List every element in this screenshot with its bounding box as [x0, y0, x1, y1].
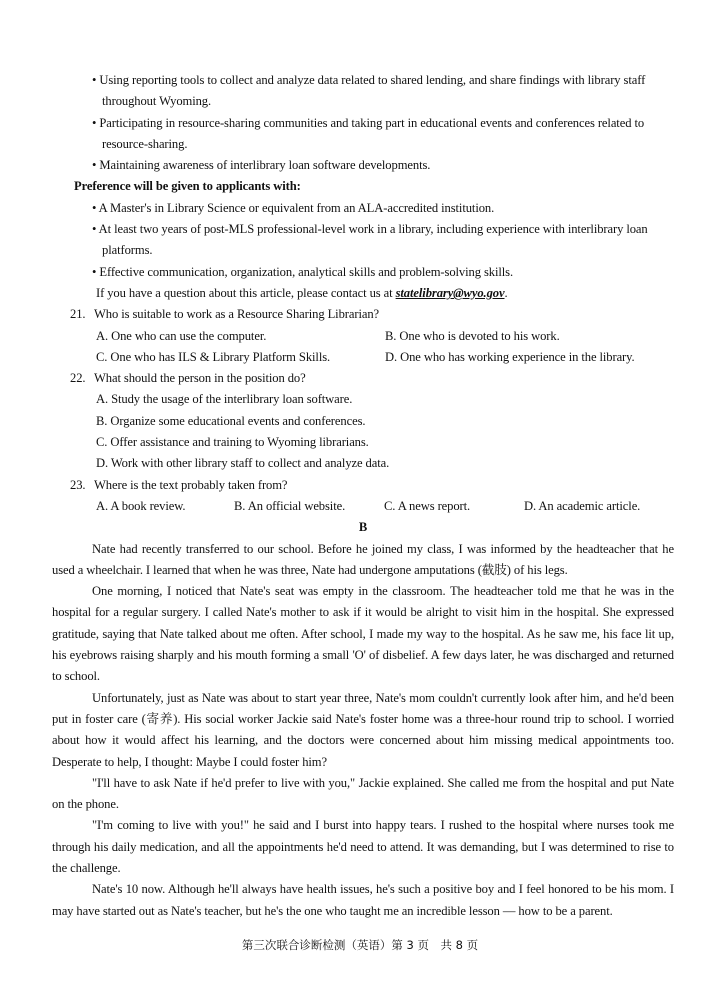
option-d: D. An academic article. — [524, 498, 641, 513]
option-b: B. One who is devoted to his work. — [385, 328, 560, 343]
question-21 — [52, 304, 674, 325]
question-number: 21. — [70, 307, 86, 322]
contact-end: . — [504, 285, 508, 300]
options-23-row — [52, 496, 674, 517]
option-a: A. One who can use the computer. — [96, 328, 267, 343]
question-number: 23. — [70, 477, 86, 492]
option-d: D. Work with other library staff to collect and analyze data. — [96, 456, 390, 471]
duty-bullet: • Participating in resource-sharing communities and taking part in educational events and conferences related to resource-sharing. — [52, 113, 674, 156]
contact-note — [52, 283, 674, 304]
section-heading: B — [358, 520, 368, 535]
preference-bullet: • At least two years of post-MLS professional-level work in a library, including experience with interlibrary loan platforms. — [52, 219, 674, 262]
page-content — [52, 70, 674, 922]
option-a: A. Study the usage of the interlibrary loan software. — [96, 392, 353, 407]
option-c: C. Offer assistance and training to Wyoming librarians. — [96, 435, 369, 450]
contact-email-link[interactable]: statelibrary@wyo.gov — [395, 285, 505, 300]
options-21-row-2 — [52, 347, 674, 368]
option-c: C. A news report. — [384, 498, 471, 513]
preference-bullet: • Effective communication, organization, analytical skills and problem-solving skills. — [52, 262, 674, 283]
question-text: Who is suitable to work as a Resource Sharing Librarian? — [94, 307, 380, 322]
question-number: 22. — [70, 371, 86, 386]
contact-text: If you have a question about this article, please contact us at — [96, 285, 396, 300]
question-text: Where is the text probably taken from? — [94, 477, 288, 492]
passage-paragraph: One morning, I noticed that Nate's seat was empty in the classroom. The headteacher told me that he was in the hospital for a regular surgery. I called Nate's mother to ask if it would be alright to visit him in the hospital. She expressed gratitude, saying that Nate talked about me often. After school, I made my way to the hospital. As he saw me, his face lit up, his eyebrows raising sharply and his mouth forming a small 'O' of disbelief. A few days later, he was discharged and returned to school. — [52, 584, 674, 684]
passage-paragraph: Nate's 10 now. Although he'll always have health issues, he's such a positive boy and I feel honored to be his mom. I may have started out as Nate's teacher, but he's the one who taught me an incredible lesson — how to be a parent. — [52, 882, 674, 918]
passage-paragraph: "I'm coming to live with you!" he said and I burst into happy tears. I rushed to the hospital where nurses took me through his daily medication, and all the appointments he'd need to attend. It was demanding, but I was determined to rise to the challenge. — [52, 818, 674, 875]
option-b: B. Organize some educational events and conferences. — [96, 413, 366, 428]
option-d: D. One who has working experience in the library. — [385, 349, 635, 364]
duty-bullet: • Using reporting tools to collect and analyze data related to shared lending, and share findings with library staff throughout Wyoming. — [52, 70, 674, 113]
passage-paragraph: "I'll have to ask Nate if he'd prefer to live with you," Jackie explained. She called me from the hospital and put Nate on the phone. — [52, 775, 674, 812]
passage-paragraph: Unfortunately, just as Nate was about to start year three, Nate's mom couldn't currently look after him, and he'd been put in foster care (寄养). His social worker Jackie said Nate's foster home was a three-hour round trip to school. I worried about how it would affect his learning, and the doctors were concerned about him missing medical appointments too. Desperate to help, I thought: Maybe I could foster him? — [52, 690, 674, 769]
question-23 — [52, 475, 674, 496]
option-b: B. An official website. — [234, 498, 346, 513]
duty-bullet: • Maintaining awareness of interlibrary loan software developments. — [52, 155, 674, 176]
passage-paragraph: Nate had recently transferred to our school. Before he joined my class, I was informed by the headteacher that he used a wheelchair. I learned that when he was three, Nate had undergone amputations (截肢) of his legs. — [52, 541, 674, 577]
option-a: A. A book review. — [96, 498, 186, 513]
options-21-row-1 — [52, 326, 674, 347]
question-22 — [52, 368, 674, 389]
question-text: What should the person in the position do? — [94, 371, 306, 386]
preference-heading: Preference will be given to applicants with: — [74, 179, 301, 194]
option-c: C. One who has ILS & Library Platform Skills. — [96, 349, 331, 364]
preference-bullet: • A Master's in Library Science or equivalent from an ALA-accredited institution. — [52, 198, 674, 219]
page-footer: 第三次联合诊断检测（英语）第 3 页 共 8 页 — [241, 938, 479, 952]
